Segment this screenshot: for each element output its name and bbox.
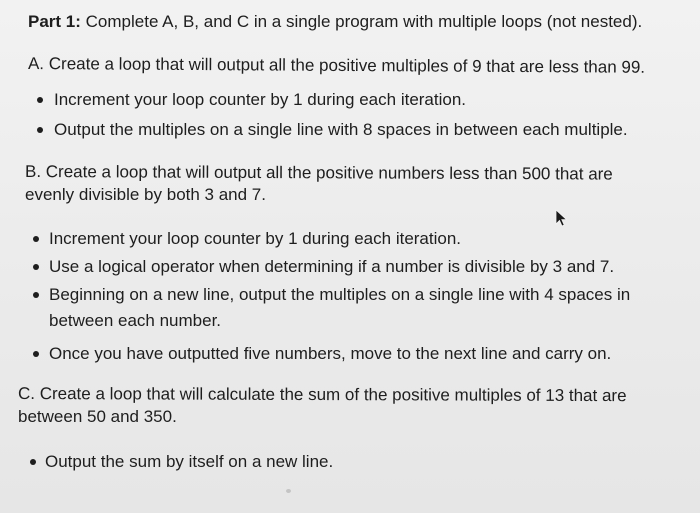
bullet-dot-icon: [33, 264, 39, 270]
bullet-dot-icon: [30, 459, 36, 465]
section-c-heading-line-2: between 50 and 350.: [18, 407, 177, 426]
section-a-bullet-1-text: Increment your loop counter by 1 during each iteration.: [54, 90, 467, 109]
section-a-heading: A. Create a loop that will output all the positive multiples of 9 that are less than 99.: [27, 54, 646, 77]
section-b-bullet-4-text: Once you have outputted five numbers, move to the next line and carry on.: [49, 344, 612, 363]
section-b-bullet-3-continuation: between each number.: [49, 311, 222, 330]
section-b-heading-line-2: evenly divisible by both 3 and 7.: [25, 185, 266, 204]
bullet-dot-icon: [33, 351, 39, 357]
bullet-dot-icon: [37, 127, 43, 133]
section-c-heading-line-1: C. Create a loop that will calculate the sum of the positive multiples of 13 that are: [17, 384, 627, 406]
bullet-dot-icon: [33, 236, 39, 242]
part1-title-bold: Part 1:: [28, 12, 81, 31]
part1-title: [28, 11, 642, 33]
bullet-dot-icon: [37, 97, 43, 103]
section-a-bullet-2-text: Output the multiples on a single line with 8 spaces in between each multiple.: [54, 120, 628, 139]
section-b-bullet-1-text: Increment your loop counter by 1 during each iteration.: [49, 229, 462, 248]
page-speck: [286, 489, 291, 493]
bullet-dot-icon: [33, 292, 39, 298]
mouse-pointer-icon: [554, 209, 568, 232]
section-b-heading-line-1: B. Create a loop that will output all the positive numbers less than 500 that are: [24, 162, 613, 184]
part1-title-rest: Complete A, B, and C in a single program with multiple loops (not nested).: [80, 12, 643, 31]
section-b-bullet-2-text: Use a logical operator when determining if a number is divisible by 3 and 7.: [49, 257, 615, 276]
section-b-bullet-3-text: Beginning on a new line, output the multiples on a single line with 4 spaces in: [49, 285, 631, 304]
section-c-bullet-1-text: Output the sum by itself on a new line.: [45, 452, 334, 471]
